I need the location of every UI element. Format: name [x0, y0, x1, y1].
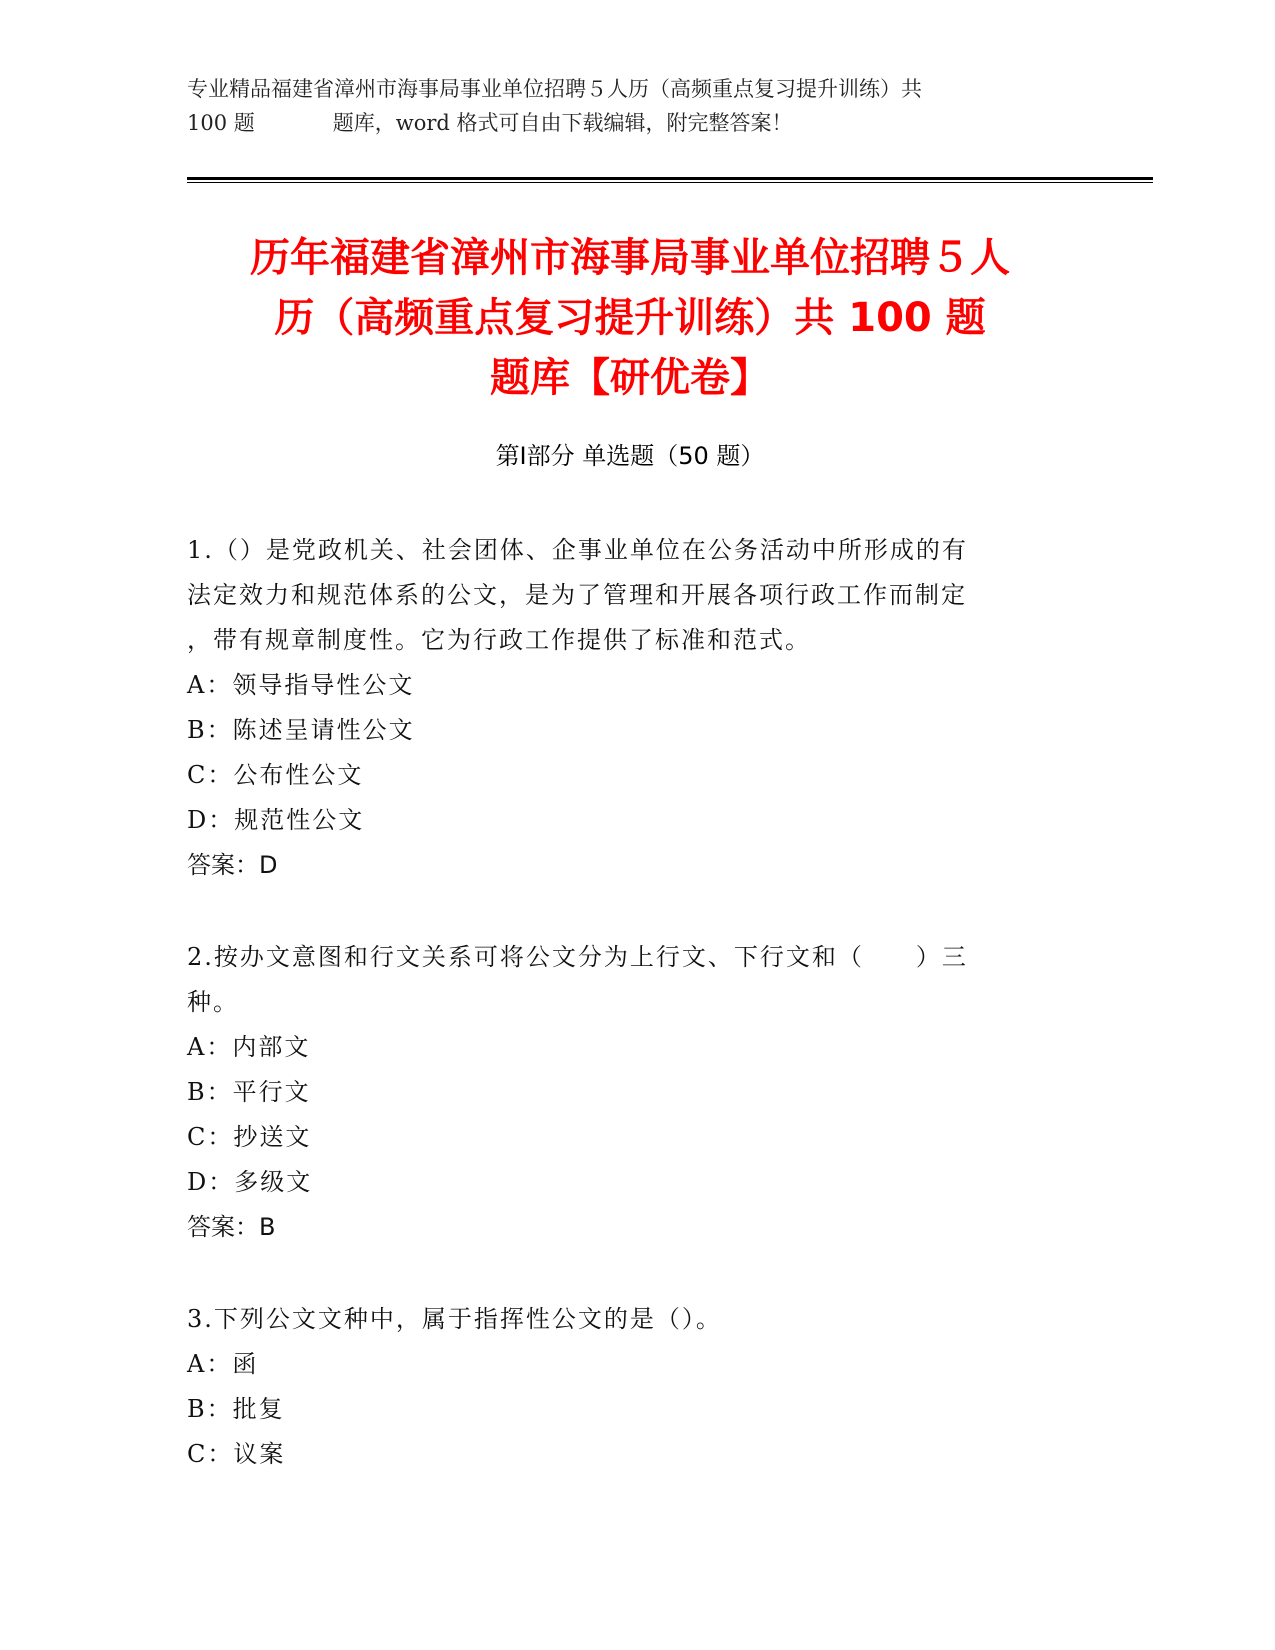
header-line-1: 专业精品福建省漳州市海事局事业单位招聘５人历（高频重点复习提升训练）共	[187, 77, 922, 101]
option-a: A：领导指导性公文	[187, 671, 415, 699]
header-divider-thick	[187, 177, 1153, 180]
header-divider-thin	[187, 182, 1153, 183]
option-a: A：函	[187, 1350, 259, 1378]
question-2	[187, 935, 1067, 1250]
title-line-1: 历年福建省漳州市海事局事业单位招聘５人	[250, 235, 1010, 281]
option-b: B：平行文	[187, 1078, 311, 1106]
option-b: B：批复	[187, 1395, 285, 1423]
question-text-line: 法定效力和规范体系的公文，是为了管理和开展各项行政工作而制定	[187, 581, 967, 609]
section-title: 第Ⅰ部分 单选题（50 题）	[495, 442, 765, 470]
option-d: D：多级文	[187, 1168, 313, 1196]
question-text-line: 3.下列公文文种中，属于指挥性公文的是（）。	[187, 1305, 722, 1333]
question-1	[187, 528, 1067, 888]
option-b: B：陈述呈请性公文	[187, 716, 415, 744]
option-c: C：公布性公文	[187, 761, 364, 789]
header-line-2	[187, 106, 1067, 140]
answer: 答案：B	[187, 1213, 276, 1241]
question-text-line: ，带有规章制度性。它为行政工作提供了标准和范式。	[187, 626, 811, 654]
document-header	[187, 72, 1067, 140]
answer: 答案：D	[187, 851, 278, 879]
header-line-2-right: 题库，word 格式可自由下载编辑，附完整答案！	[332, 111, 793, 135]
question-3	[187, 1297, 1067, 1477]
header-line-2-left: 100 题	[187, 111, 255, 135]
option-d: D：规范性公文	[187, 806, 365, 834]
title-line-3: 题库【研优卷】	[490, 355, 770, 401]
document-title	[180, 228, 1080, 408]
option-c: C：抄送文	[187, 1123, 312, 1151]
question-text-line: 种。	[187, 988, 239, 1016]
option-c: C：议案	[187, 1440, 286, 1468]
question-text-line: 2.按办文意图和行文关系可将公文分为上行文、下行文和（ ）三	[187, 943, 968, 971]
title-line-2: 历（高频重点复习提升训练）共 100 题	[274, 295, 986, 341]
question-text-line: 1.（）是党政机关、社会团体、企事业单位在公务活动中所形成的有	[187, 536, 968, 564]
question-list	[187, 528, 1067, 1524]
option-a: A：内部文	[187, 1033, 311, 1061]
